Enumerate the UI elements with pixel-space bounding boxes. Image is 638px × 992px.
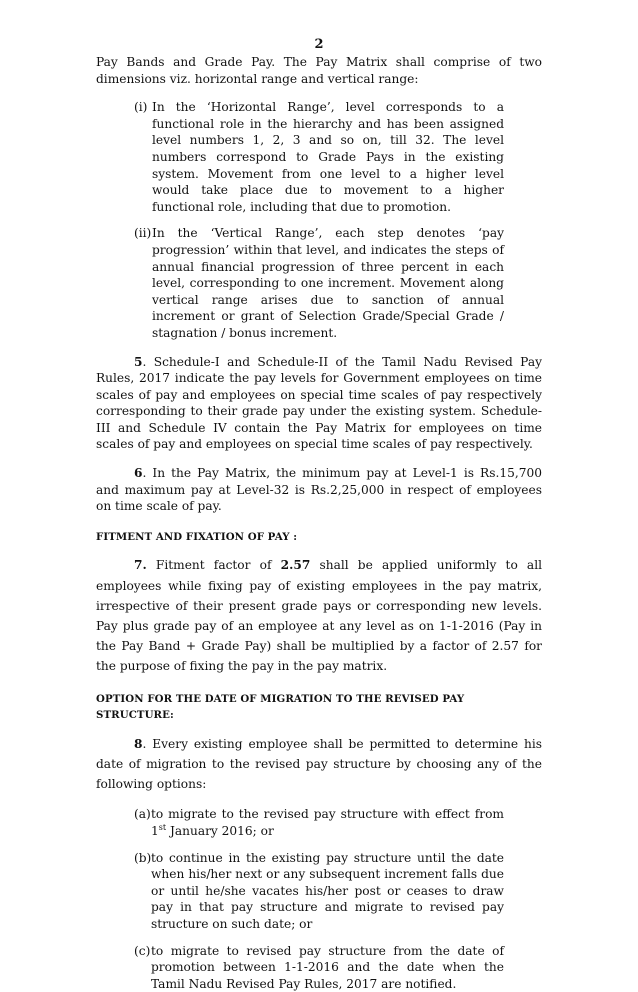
option-text: January 2016; or bbox=[166, 824, 274, 839]
paragraph-number: 7. bbox=[134, 558, 147, 573]
list-item-text: In the ‘Vertical Range’, each step denotes ‘pay progression’ within that level, and indicates the steps of annual financial progression of three percent in each level, corresponding to one increment. Movement along vertical range arises due to sanction of annual increment or grant of Selection Grade/Special Grade / stagnation / bonus increment. bbox=[152, 226, 504, 340]
list-item-option-b bbox=[134, 850, 504, 933]
paragraph-text: . Schedule-I and Schedule-II of the Tamil Nadu Revised Pay Rules, 2017 indicate the pay levels for Government employees on time scales of pay and employees on special time scales of pay respectively corresponding to their grade pay under the existing system. Schedule-III and Schedule IV contain the Pay Matrix for employees on time scales of pay and employees on special time scales of pay respectively. bbox=[96, 354, 542, 452]
list-marker: (a) bbox=[134, 807, 151, 822]
section-heading-option: OPTION FOR THE DATE OF MIGRATION TO THE REVISED PAY STRUCTURE: bbox=[96, 692, 465, 722]
paragraph-7 bbox=[96, 555, 542, 676]
page-number: 2 bbox=[314, 37, 324, 52]
fitment-factor: 2.57 bbox=[280, 558, 311, 573]
list-item-text: to continue in the existing pay structure until the date when his/her next or any subsequent increment falls due or until he/she vacates his/her post or ceases to draw pay in that pay structure and migrate to revised pay structure on such date; or bbox=[151, 850, 504, 932]
intro-paragraph: Pay Bands and Grade Pay. The Pay Matrix shall comprise of two dimensions viz. horizontal range and vertical range: bbox=[96, 55, 542, 86]
paragraph-text: shall be applied uniformly to all employees while fixing pay of existing employees in the pay matrix, irrespective of their present grade pays or corresponding new levels. Pay plus grade pay of an employee at any level as on 1-1-2016 (Pay in the Pay Band + Grade Pay) shall be multiplied by a factor of 2.57 for the purpose of fixing the pay in the pay matrix. bbox=[96, 558, 542, 674]
option-text: to migrate to the revised pay structure with effect from 1 bbox=[151, 807, 504, 839]
list-item-text: to migrate to revised pay structure from the date of promotion between 1-1-2016 and the date when the Tamil Nadu Revised Pay Rules, 2017 are notified. bbox=[151, 943, 504, 991]
paragraph-text: Fitment factor of bbox=[146, 558, 281, 573]
paragraph-text: . Every existing employee shall be permitted to determine his date of migration to the revised pay structure by choosing any of the following options: bbox=[96, 736, 542, 792]
list-item-text bbox=[151, 806, 504, 839]
range-list bbox=[134, 99, 504, 341]
paragraph-6 bbox=[96, 465, 542, 515]
paragraph-number: 6 bbox=[134, 466, 143, 481]
section-heading-fitment: FITMENT AND FIXATION OF PAY : bbox=[96, 530, 298, 543]
paragraph-5 bbox=[96, 354, 542, 454]
list-item-text: In the ‘Horizontal Range’, level corresponds to a functional role in the hierarchy and has been assigned level numbers 1, 2, 3 and so on, till 32. The level numbers correspond to Grade Pays in the existing system. Movement from one level to a higher level would take place due to movement to a higher functional role, including that due to promotion. bbox=[152, 100, 504, 214]
list-item-option-a bbox=[134, 806, 504, 839]
paragraph-8 bbox=[96, 734, 542, 795]
list-item-horizontal-range bbox=[134, 99, 504, 215]
paragraph-text: . In the Pay Matrix, the minimum pay at Level-1 is Rs.15,700 and maximum pay at Level-32 is Rs.2,25,000 in respect of employees on time scale of pay. bbox=[96, 466, 542, 514]
paragraph-number: 5 bbox=[134, 354, 143, 369]
list-marker: (ii) bbox=[134, 226, 152, 241]
list-marker: (i) bbox=[134, 100, 148, 115]
paragraph-number: 8 bbox=[134, 736, 143, 751]
list-item-vertical-range bbox=[134, 225, 504, 341]
list-item-option-c bbox=[134, 943, 504, 992]
option-list bbox=[134, 806, 504, 992]
ordinal-suffix: st bbox=[158, 822, 167, 832]
list-marker: (c) bbox=[134, 943, 151, 958]
list-marker: (b) bbox=[134, 850, 152, 865]
